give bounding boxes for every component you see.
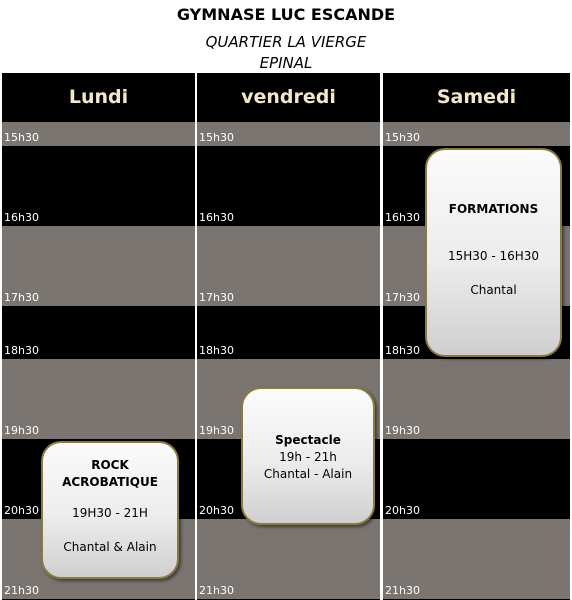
event-title: Spectacle bbox=[275, 433, 341, 447]
time-label: 15h30 bbox=[199, 131, 234, 144]
time-label: 20h30 bbox=[385, 504, 420, 517]
time-label: 15h30 bbox=[385, 131, 420, 144]
day-header: Lundi bbox=[68, 86, 129, 108]
subtitle-district: QUARTIER LA VIERGE bbox=[205, 33, 367, 51]
subtitle-city: EPINAL bbox=[259, 54, 313, 72]
event-instructors: Chantal bbox=[470, 283, 517, 297]
time-label: 16h30 bbox=[199, 211, 234, 224]
page-title: GYMNASE LUC ESCANDE bbox=[176, 5, 396, 24]
time-label: 16h30 bbox=[4, 211, 39, 224]
event-instructors: Chantal & Alain bbox=[63, 540, 157, 554]
event-title: ROCK ACROBATIQUE bbox=[62, 458, 158, 489]
event-card-spectacle[interactable] bbox=[241, 387, 375, 525]
time-label: 18h30 bbox=[4, 344, 39, 357]
event-time: 19h - 21h bbox=[279, 450, 337, 464]
time-label: 17h30 bbox=[385, 291, 420, 304]
event-time: 19H30 - 21H bbox=[72, 506, 148, 520]
time-label: 21h30 bbox=[199, 584, 234, 597]
event-instructors: Chantal - Alain bbox=[263, 467, 353, 481]
time-label: 18h30 bbox=[385, 344, 420, 357]
event-card-formations[interactable] bbox=[425, 148, 562, 357]
time-label: 20h30 bbox=[199, 504, 234, 517]
time-label: 19h30 bbox=[199, 424, 234, 437]
time-label: 21h30 bbox=[4, 584, 39, 597]
time-label: 19h30 bbox=[4, 424, 39, 437]
time-label: 21h30 bbox=[385, 584, 420, 597]
day-header: vendredi bbox=[241, 86, 336, 108]
time-label: 15h30 bbox=[4, 131, 39, 144]
time-label: 17h30 bbox=[199, 291, 234, 304]
event-card-rock-acrobatique[interactable] bbox=[41, 441, 179, 579]
event-title: FORMATIONS bbox=[448, 202, 539, 216]
time-label: 16h30 bbox=[385, 211, 420, 224]
schedule-grid bbox=[0, 73, 572, 600]
time-label: 18h30 bbox=[199, 344, 234, 357]
time-label: 17h30 bbox=[4, 291, 39, 304]
event-time: 15H30 - 16H30 bbox=[447, 249, 540, 263]
time-label: 20h30 bbox=[4, 504, 39, 517]
time-label: 19h30 bbox=[385, 424, 420, 437]
day-header: Samedi bbox=[436, 86, 517, 108]
